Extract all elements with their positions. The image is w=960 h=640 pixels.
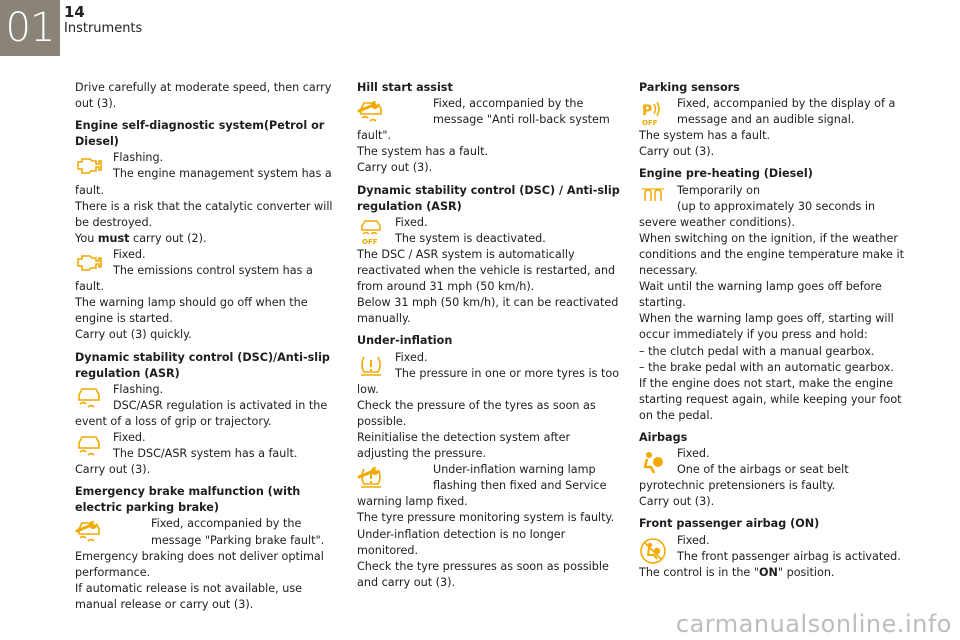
text: Carry out (3). bbox=[639, 145, 715, 159]
tyre-pressure-icon bbox=[357, 350, 393, 378]
text: (up to approximately 30 seconds in severe weather conditions). bbox=[639, 199, 876, 229]
svg-text:OFF: OFF bbox=[642, 119, 658, 127]
svg-text:P: P bbox=[642, 103, 653, 120]
text: The system is deactivated. bbox=[395, 231, 546, 245]
ebrake-fixed bbox=[75, 516, 340, 548]
text: Fixed. bbox=[395, 215, 428, 229]
text: Fixed. bbox=[113, 430, 146, 444]
text: Wait until the warning lamp goes off before starting. bbox=[639, 280, 882, 310]
dsc-fixed bbox=[75, 430, 340, 462]
intro-text: Drive carefully at moderate speed, then carry out (3). bbox=[75, 81, 332, 111]
underinflation-heading: Under-inflation bbox=[357, 334, 453, 348]
emphasis: must bbox=[97, 231, 130, 245]
text: The control is in the " bbox=[639, 565, 760, 579]
skid-car-icon bbox=[75, 382, 111, 410]
parking-heading: Parking sensors bbox=[639, 81, 740, 94]
text: DSC/ASR regulation is activated in the event of a loss of grip or trajectory. bbox=[75, 398, 328, 428]
service-wrench-icon bbox=[357, 100, 381, 114]
text: Flashing. bbox=[113, 382, 164, 396]
text: Under-inflation detection is no longer monitored. bbox=[357, 527, 566, 557]
hill-fixed bbox=[357, 96, 622, 144]
text: Fixed. bbox=[677, 533, 710, 547]
text: Fixed, accompanied by the message "Parking brake fault". bbox=[151, 517, 325, 547]
text: The system has a fault. bbox=[639, 129, 771, 143]
text bbox=[75, 231, 340, 247]
text: The DSC/ASR system has a fault. bbox=[113, 447, 298, 461]
text: Carry out (3). bbox=[75, 463, 151, 477]
text: If the engine does not start, make the engine starting request again, while keeping your foot on the pedal. bbox=[639, 376, 902, 422]
airbag-warning-icon bbox=[639, 446, 675, 474]
watermark: carmanualsonline.info bbox=[675, 610, 952, 638]
underinflation-icons bbox=[357, 462, 431, 490]
ebrake-heading: Emergency brake malfunction (with electric parking brake) bbox=[75, 485, 301, 515]
text: The system has a fault. bbox=[357, 145, 489, 159]
engine-diag-flashing bbox=[75, 150, 340, 198]
section-title: Instruments bbox=[64, 21, 143, 36]
text: The warning lamp should go off when the engine is started. bbox=[75, 296, 308, 326]
emphasis: ON bbox=[759, 565, 778, 579]
airbags-fixed bbox=[639, 446, 904, 494]
text: Check the pressure of the tyres as soon as possible. bbox=[357, 398, 596, 428]
text bbox=[639, 565, 904, 581]
text: One of the airbags or seat belt pyrotechnic pretensioners is faulty. bbox=[639, 463, 849, 493]
engine-diag-heading: Engine self-diagnostic system(Petrol or Diesel) bbox=[75, 119, 325, 149]
front-airbag-fixed bbox=[639, 533, 904, 565]
text: Flashing. bbox=[113, 151, 164, 165]
page-number: 14 bbox=[64, 3, 85, 21]
parking-fixed bbox=[639, 96, 904, 128]
passenger-airbag-icon bbox=[639, 533, 675, 561]
text: When switching on the ignition, if the weather conditions and the engine temperature make it necessary. bbox=[639, 231, 904, 278]
text: Carry out (3) quickly. bbox=[75, 328, 192, 342]
parking-sensor-off-icon bbox=[639, 96, 675, 127]
text: carry out (2). bbox=[129, 231, 207, 245]
engine-warning-icon bbox=[75, 247, 111, 275]
text: Check the tyre pressures as soon as possible and carry out (3). bbox=[357, 559, 609, 589]
text: Fixed, accompanied by the display of a message and an audible signal. bbox=[677, 97, 896, 127]
glow-plug-icon bbox=[639, 183, 675, 211]
column-2 bbox=[357, 80, 622, 591]
text: You bbox=[75, 231, 98, 245]
text: Carry out (3). bbox=[357, 161, 433, 175]
text: Temporarily on bbox=[677, 183, 761, 197]
underinflation-fixed bbox=[357, 350, 622, 398]
text: If automatic release is not available, use manual release or carry out (3). bbox=[75, 581, 303, 611]
dsc-flashing bbox=[75, 382, 340, 430]
hill-icons bbox=[357, 96, 431, 124]
dsc-off-heading: Dynamic stability control (DSC) / Anti-slip regulation (ASR) bbox=[357, 183, 620, 213]
column-1 bbox=[75, 80, 340, 613]
preheat-heading: Engine pre-heating (Diesel) bbox=[639, 167, 813, 181]
text: – the brake pedal with an automatic gearbox. bbox=[639, 360, 894, 374]
text: The emissions control system has a fault. bbox=[75, 264, 313, 294]
skid-car-icon bbox=[75, 430, 111, 458]
text: Carry out (3). bbox=[639, 495, 715, 509]
dsc-off-icon bbox=[357, 215, 393, 243]
text: The engine management system has a fault. bbox=[75, 167, 332, 197]
preheat-temp bbox=[639, 183, 904, 231]
text: When the warning lamp goes off, starting will occur immediately if you press and hold: bbox=[639, 312, 894, 342]
chapter-tab: 01 bbox=[0, 0, 60, 56]
text: Fixed, accompanied by the message "Anti roll-back system fault". bbox=[357, 97, 610, 143]
ebrake-icons bbox=[75, 516, 149, 544]
service-wrench-icon bbox=[357, 466, 381, 480]
service-wrench-icon bbox=[75, 520, 99, 534]
text: Under-inflation warning lamp flashing then fixed and Service warning lamp fixed. bbox=[357, 463, 607, 509]
text: Fixed. bbox=[113, 247, 146, 261]
text: The pressure in one or more tyres is too low. bbox=[357, 366, 620, 396]
svg-text:OFF: OFF bbox=[362, 237, 378, 245]
text: Reinitialise the detection system after adjusting the pressure. bbox=[357, 430, 571, 461]
engine-diag-fixed bbox=[75, 247, 340, 295]
engine-warning-icon bbox=[75, 150, 111, 178]
hill-heading: Hill start assist bbox=[357, 81, 453, 94]
column-3 bbox=[639, 80, 904, 581]
dsc-off-fixed bbox=[357, 215, 622, 247]
text: Fixed. bbox=[395, 350, 428, 364]
airbags-heading: Airbags bbox=[639, 430, 688, 444]
underinflation-flashing bbox=[357, 462, 622, 510]
text: Below 31 mph (50 km/h), it can be reactivated manually. bbox=[357, 296, 619, 326]
text: – the clutch pedal with a manual gearbox. bbox=[639, 344, 875, 358]
text: There is a risk that the catalytic converter will be destroyed. bbox=[75, 199, 333, 229]
text: The DSC / ASR system is automatically reactivated when the vehicle is restarted, and from around 31 mph (50 km/h). bbox=[357, 247, 616, 294]
front-airbag-heading: Front passenger airbag (ON) bbox=[639, 517, 820, 531]
text: The tyre pressure monitoring system is faulty. bbox=[357, 511, 615, 525]
text: " position. bbox=[777, 565, 835, 579]
text: Fixed. bbox=[677, 447, 710, 461]
text: The front passenger airbag is activated. bbox=[677, 549, 901, 563]
text: Emergency braking does not deliver optimal performance. bbox=[75, 549, 324, 579]
dsc-heading: Dynamic stability control (DSC)/Anti-slip regulation (ASR) bbox=[75, 350, 330, 380]
